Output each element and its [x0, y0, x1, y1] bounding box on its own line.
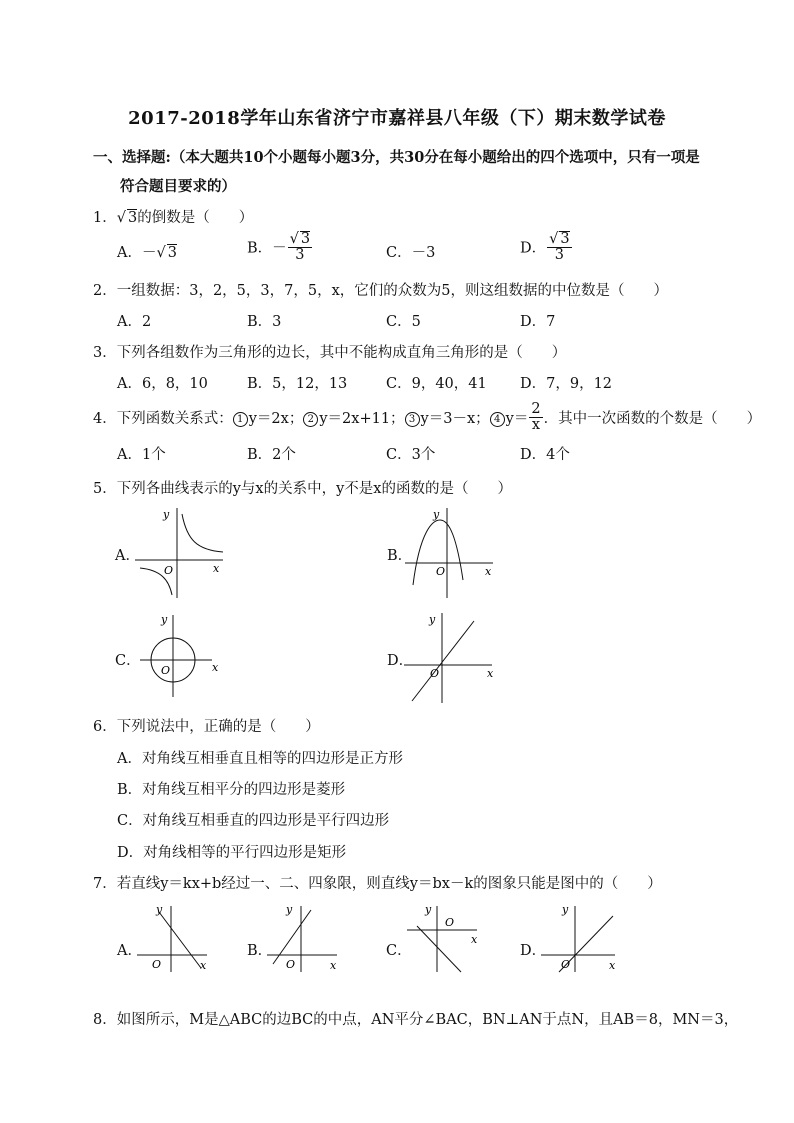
axis-x-label: x — [213, 562, 220, 575]
question-3-option-a: A．6，8，10 — [117, 376, 208, 392]
question-7-graph-a — [133, 900, 213, 975]
origin-label: O — [164, 564, 174, 577]
question-5-label-d: D． — [387, 653, 414, 669]
question-2-option-b: B．3 — [247, 314, 282, 330]
question-4-option-d: D．4个 — [520, 447, 570, 463]
question-7-stem: 7．若直线y＝kx+b经过一、二、四象限，则直线y＝bx－k的图象只能是图中的（ ） — [93, 876, 662, 892]
origin-label: O — [161, 664, 171, 677]
question-7-graph-b — [263, 900, 343, 975]
question-1-option-d: D． $\frac{√ 3}{3}$ — [520, 231, 570, 264]
axis-x-label: x — [471, 933, 478, 946]
question-6-option-c: C．对角线互相垂直的四边形是平行四边形 — [117, 813, 390, 829]
question-7-label-b: B． — [247, 943, 273, 959]
question-3-option-d: D．7，9，12 — [520, 376, 613, 392]
section-heading-line2: 符合题目要求的） — [120, 178, 236, 195]
question-5-stem: 5．下列各曲线表示的y与x的关系中，y不是x的函数的是（ ） — [93, 481, 512, 497]
question-7-label-a: A． — [117, 943, 142, 959]
question-2-option-c: C．5 — [386, 314, 421, 330]
question-3-option-b: B．5，12，13 — [247, 376, 348, 392]
page-title: 2017-2018学年山东省济宁市嘉祥县八年级（下）期末数学试卷 — [128, 108, 666, 129]
question-2-option-a: A．2 — [117, 314, 152, 330]
origin-label: O — [436, 565, 446, 578]
question-2-stem: 2．一组数据：3，2，5，3，7，5，x，它们的众数为5，则这组数据的中位数是（ ） — [93, 283, 668, 299]
axis-y-label: y — [161, 613, 168, 626]
question-6-option-a: A．对角线互相垂直且相等的四边形是正方形 — [117, 751, 403, 767]
origin-label: O — [286, 958, 296, 971]
question-5-graph-d — [400, 605, 500, 705]
question-2-option-d: D．7 — [520, 314, 556, 330]
question-5-graph-c — [140, 605, 225, 700]
axis-x-label: x — [212, 661, 219, 674]
question-7-label-c: C． — [386, 943, 412, 959]
question-1-stem: 1．√ 3的倒数是（ ） — [93, 210, 254, 226]
question-5-label-b: B． — [387, 548, 413, 564]
axis-y-label: y — [163, 508, 170, 521]
question-6-option-d: D．对角线相等的平行四边形是矩形 — [117, 845, 347, 861]
origin-label: O — [445, 916, 455, 929]
question-3-option-c: C．9，40，41 — [386, 376, 487, 392]
question-5-graph-b — [405, 500, 500, 600]
origin-label: O — [561, 958, 571, 971]
question-5-label-c: C． — [115, 653, 141, 669]
question-4-stem: 4．下列函数关系式： 1 y＝2x； 2 y＝2x+11； 3 y＝3－x； 4 y＝ $\frac{2}{x}$ ．其中一次函数的个数是（ ） — [93, 401, 762, 434]
question-6-option-b: B．对角线互相平分的四边形是菱形 — [117, 782, 346, 798]
axis-y-label: y — [286, 903, 293, 916]
question-1-option-b: B．－ $\frac{√ 3}{3}$ — [247, 231, 311, 264]
axis-x-label: x — [609, 959, 616, 972]
axis-y-label: y — [156, 903, 163, 916]
question-3-stem: 3．下列各组数作为三角形的边长，其中不能构成直角三角形的是（ ） — [93, 345, 567, 361]
question-7-graph-c — [403, 900, 483, 975]
axis-y-label: y — [429, 613, 436, 626]
axis-y-label: y — [562, 903, 569, 916]
question-5-label-a: A． — [115, 548, 140, 564]
axis-y-label: y — [425, 903, 432, 916]
question-7-label-d: D． — [520, 943, 547, 959]
axis-x-label: x — [485, 565, 492, 578]
question-4-option-b: B．2个 — [247, 447, 296, 463]
axis-x-label: x — [200, 959, 207, 972]
origin-label: O — [430, 667, 440, 680]
question-8-stem: 8．如图所示，M是△ABC的边BC的中点，AN平分∠BAC，BN⊥AN于点N，且AB＝8，MN＝3， — [93, 1012, 739, 1028]
question-5-graph-a — [135, 500, 230, 600]
question-1-option-c: C．－3 — [386, 245, 436, 261]
axis-x-label: x — [487, 667, 494, 680]
axis-x-label: x — [330, 959, 337, 972]
question-7-graph-d — [537, 900, 622, 975]
question-1-option-a: A．－√ 3 — [117, 245, 177, 261]
axis-y-label: y — [433, 508, 440, 521]
question-4-option-a: A．1个 — [117, 447, 166, 463]
question-6-stem: 6．下列说法中，正确的是（ ） — [93, 719, 320, 735]
question-4-option-c: C．3个 — [386, 447, 436, 463]
section-heading-line1: 一、选择题:（本大题共10个小题每小题3分，共30分在每小题给出的四个选项中，只有一项是 — [93, 149, 700, 166]
origin-label: O — [152, 958, 162, 971]
